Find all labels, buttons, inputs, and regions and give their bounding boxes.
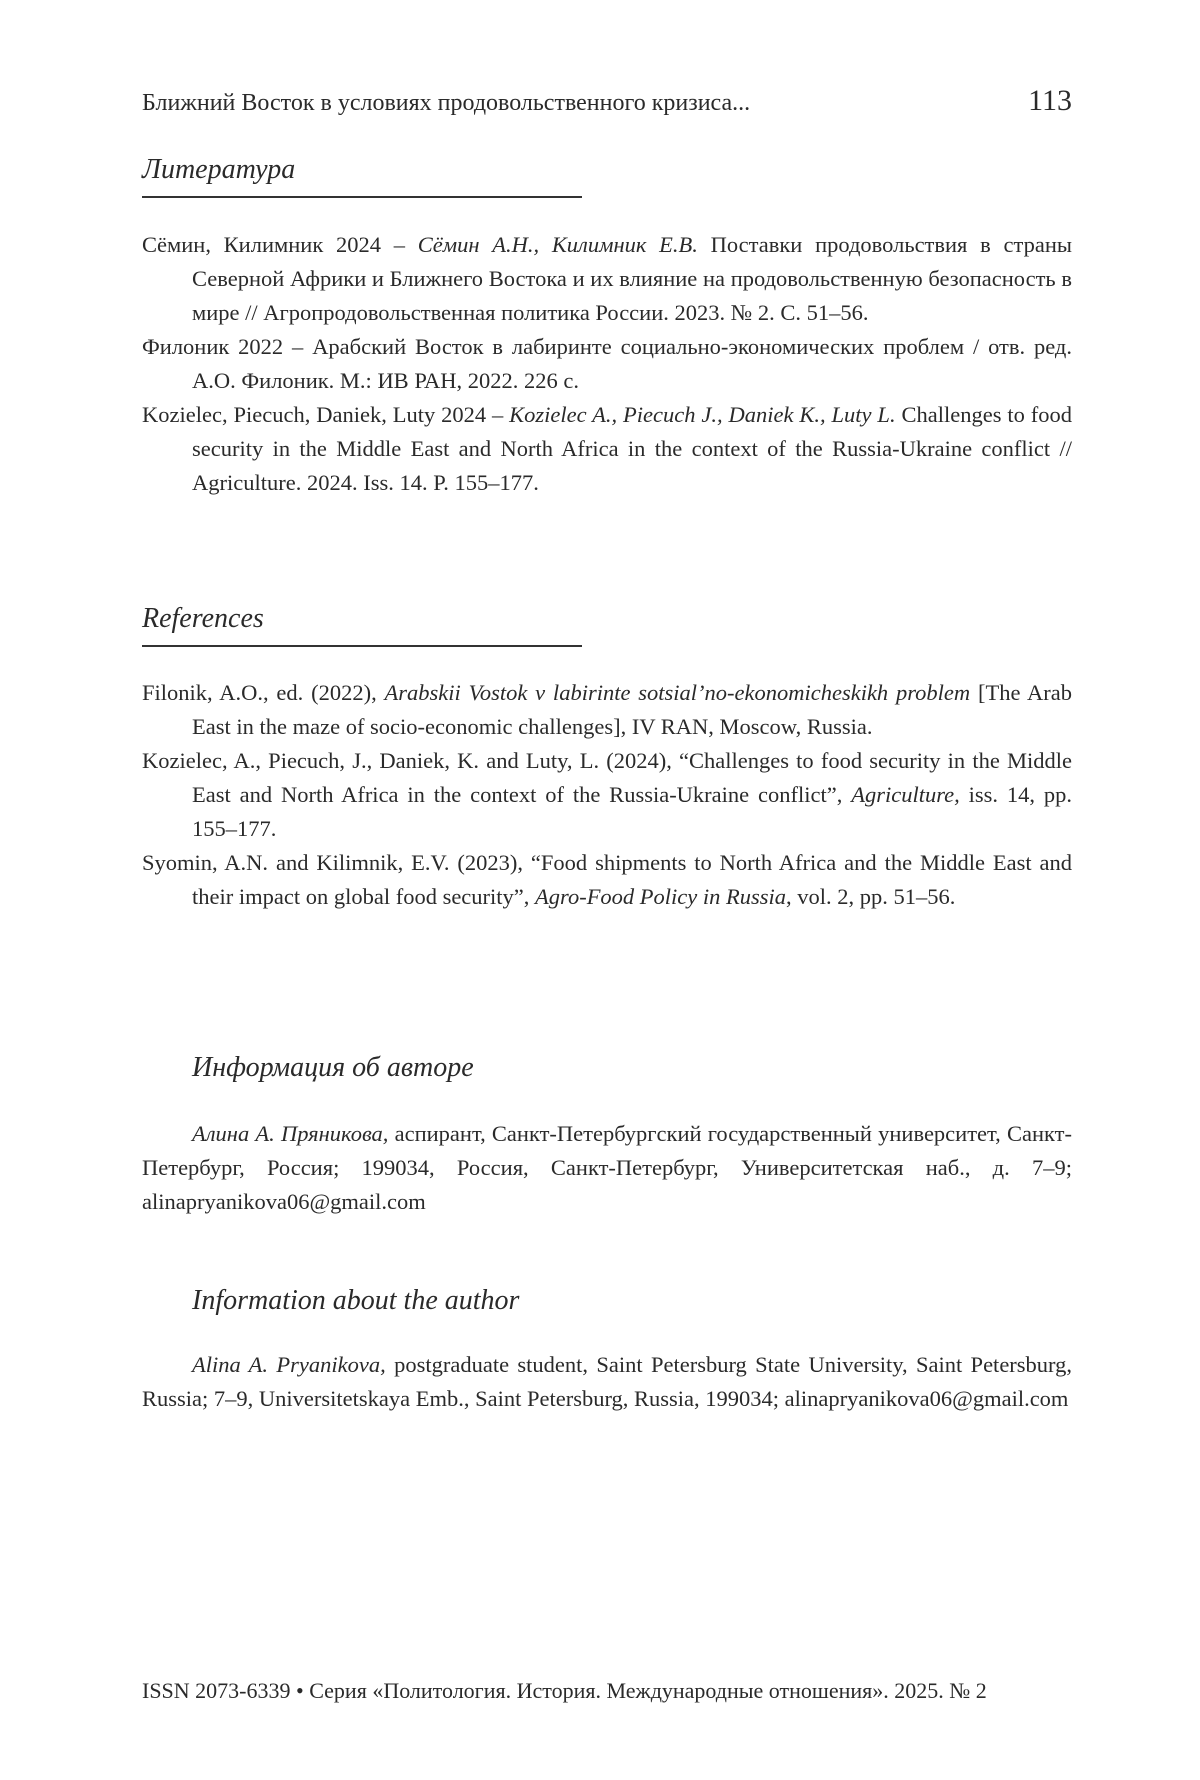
references-heading: References: [142, 603, 264, 634]
author-details: аспирант, Санкт-Петербургский государственный университет, Санкт-Петербург, Россия; 199034, Россия, Санкт-Петербург, Университетская наб., д. 7–9; alinapryanikova06@gmail.com: [142, 1121, 1072, 1214]
ref-authors: Сёмин А.Н., Килимник Е.В.: [417, 232, 698, 257]
running-title: Ближний Восток в условиях продовольственного кризиса...: [142, 90, 751, 116]
ref-title: Arabskii Vostok v labirinte sotsial’no-ekonomicheskikh problem: [384, 680, 971, 705]
ref-text: Сёмин, Килимник 2024 –: [142, 232, 418, 257]
reference-item: [142, 676, 1072, 744]
ref-text: iss. 14, pp. 155–177.: [192, 782, 1072, 841]
heading-underline: [142, 196, 582, 198]
ref-text: , vol. 2, pp. 51–56.: [786, 884, 956, 909]
page-number: 113: [1028, 84, 1072, 117]
author-details: postgraduate student, Saint Petersburg State University, Saint Petersburg, Russia; 7–9, Universitetskaya Emb., Saint Petersburg, Russia, 199034; alinapryanikova06@gmail.com: [142, 1352, 1073, 1411]
ref-authors: Kozielec A., Piecuch J., Daniek K., Luty L.: [509, 402, 896, 427]
ref-text: [The Arab East in the maze of socio-economic challenges], IV RAN, Moscow, Russia.: [192, 680, 1072, 739]
reference-item: [142, 846, 1072, 914]
ref-text: Поставки продовольствия в страны Северной Африки и Ближнего Востока и их влияние на продовольственную безопасность в мире // Агропродовольственная политика России. 2023. № 2. С. 51–56.: [192, 232, 1072, 325]
author-ru-heading: Информация об авторе: [192, 1052, 474, 1083]
ref-text: Филоник 2022 – Арабский Восток в лабиринте социально-экономических проблем / отв. ред. А.О. Филоник. М.: ИВ РАН, 2022. 226 с.: [142, 334, 1072, 393]
reference-item: [142, 398, 1072, 500]
ref-text: Challenges to food security in the Middle East and North Africa in the context of the Russia-Ukraine conflict // Agriculture. 2024. Iss. 14. P. 155–177.: [192, 402, 1072, 495]
author-en-info: [142, 1348, 1072, 1416]
ref-text: Kozielec, Piecuch, Daniek, Luty 2024 –: [142, 402, 510, 427]
references-list: [142, 676, 1072, 914]
author-name: Alina A. Pryanikova,: [192, 1352, 386, 1377]
author-name: Алина А. Пряникова,: [192, 1121, 389, 1146]
reference-item: [142, 744, 1072, 846]
ref-text: Kozielec, A., Piecuch, J., Daniek, K. and Luty, L. (2024), “Challenges to food security in the Middle East and North Africa in the context of the Russia-Ukraine conflict”,: [142, 748, 1072, 807]
reference-item: [142, 330, 1072, 398]
ref-text: Filonik, A.O., ed. (2022),: [142, 680, 385, 705]
author-ru-info: [142, 1117, 1072, 1219]
footer-series: ISSN 2073-6339 • Серия «Политология. История. Международные отношения». 2025. № 2: [142, 1678, 987, 1703]
reference-item: [142, 228, 1072, 330]
ref-text: Syomin, A.N. and Kilimnik, E.V. (2023), “Food shipments to North Africa and the Middle East and their impact on global food security”,: [142, 850, 1072, 909]
ref-journal: Agriculture,: [851, 782, 960, 807]
literatura-heading: Литература: [142, 154, 296, 185]
author-en-heading: Information about the author: [192, 1285, 520, 1316]
ref-journal: Agro-Food Policy in Russia: [535, 884, 787, 909]
heading-underline: [142, 645, 582, 647]
literatura-list: [142, 228, 1072, 500]
